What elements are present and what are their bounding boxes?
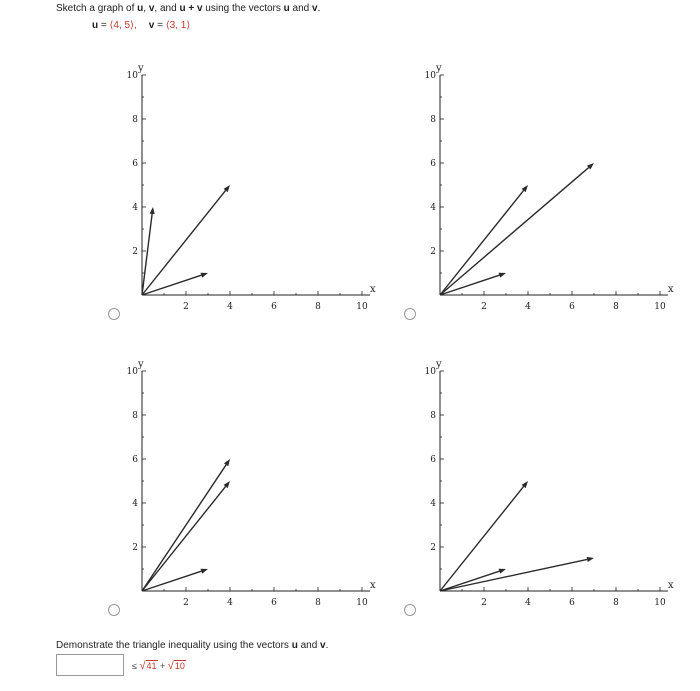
y-axis-label: y (436, 63, 442, 74)
arrowhead (201, 569, 208, 574)
vector-definitions: u = ⟨4, 5⟩, v = ⟨3, 1⟩ (92, 20, 191, 31)
y-tick-label: 2 (132, 247, 138, 257)
y-tick-label: 2 (430, 247, 436, 257)
vector-line (142, 275, 201, 295)
arrowhead (587, 557, 594, 562)
vector-line (440, 168, 589, 295)
y-tick-label: 6 (430, 159, 436, 169)
y-tick-label: 6 (430, 455, 436, 465)
vector-arrow (440, 185, 528, 295)
arrowhead (499, 273, 506, 278)
graph-option-b (410, 58, 680, 323)
radio-option-a[interactable] (108, 308, 120, 320)
y-tick-label: 2 (132, 543, 138, 553)
x-tick-label: 2 (481, 302, 487, 312)
y-tick-label: 8 (430, 411, 436, 421)
y-tick-label: 8 (430, 115, 436, 125)
arrowhead (201, 273, 208, 278)
x-tick-label: 6 (271, 302, 277, 312)
y-axis-label: y (138, 359, 144, 370)
y-tick-label: 6 (132, 159, 138, 169)
x-tick-label: 10 (654, 598, 666, 608)
vector-arrow (142, 481, 230, 591)
vector-line (440, 275, 499, 295)
y-axis-label: y (138, 63, 144, 74)
vector-arrow (440, 569, 506, 591)
answer-input[interactable] (56, 654, 124, 676)
x-tick-label: 2 (183, 302, 189, 312)
radio-option-d[interactable] (404, 604, 416, 616)
arrowhead (224, 459, 230, 466)
radio-option-c[interactable] (108, 604, 120, 616)
y-tick-label: 4 (430, 499, 436, 509)
y-tick-label: 10 (424, 367, 436, 377)
vector-line (440, 571, 499, 591)
x-tick-label: 6 (569, 302, 575, 312)
vector-graph-b (410, 58, 680, 318)
x-tick-label: 10 (654, 302, 666, 312)
x-tick-label: 8 (613, 598, 619, 608)
x-tick-label: 4 (227, 302, 233, 312)
graph-option-a (112, 58, 382, 323)
y-tick-label: 4 (132, 499, 138, 509)
y-tick-label: 10 (126, 71, 138, 81)
sqrt-10: 10 (174, 661, 185, 671)
vector-line (142, 190, 226, 295)
x-axis-label: x (668, 580, 674, 591)
arrowhead (499, 569, 506, 574)
vector-line (142, 214, 152, 295)
vector-arrow (440, 163, 594, 295)
y-tick-label: 2 (430, 543, 436, 553)
vector-line (142, 486, 226, 591)
x-axis-label: x (370, 580, 376, 591)
x-tick-label: 2 (481, 598, 487, 608)
vector-arrow (142, 569, 208, 591)
graph-option-d (410, 354, 680, 619)
y-tick-label: 10 (424, 71, 436, 81)
arrowhead (150, 207, 155, 214)
question-prompt: Sketch a graph of u, v, and u + v using the vectors u and v. (56, 3, 321, 14)
x-axis-label: x (668, 284, 674, 295)
y-tick-label: 4 (132, 203, 138, 213)
graph-option-c (112, 354, 382, 619)
y-tick-label: 6 (132, 455, 138, 465)
x-tick-label: 4 (525, 302, 531, 312)
vector-arrow (142, 185, 230, 295)
demonstrate-prompt: Demonstrate the triangle inequality using the vectors u and v. (56, 640, 329, 651)
x-tick-label: 10 (356, 302, 368, 312)
y-axis-label: y (436, 359, 442, 370)
sqrt-41: 41 (146, 661, 157, 671)
x-tick-label: 8 (315, 598, 321, 608)
vector-graph-c (112, 354, 382, 614)
vector-arrow (142, 459, 230, 591)
x-tick-label: 2 (183, 598, 189, 608)
x-tick-label: 4 (227, 598, 233, 608)
inequality-expression: ≤ √41 + √10 (132, 660, 185, 672)
vector-graph-a (112, 58, 382, 318)
vector-line (440, 190, 524, 295)
x-tick-label: 8 (613, 302, 619, 312)
y-tick-label: 4 (430, 203, 436, 213)
v-value: ⟨3, 1⟩ (165, 20, 191, 31)
vector-line (142, 465, 226, 591)
vector-graph-d (410, 354, 680, 614)
y-tick-label: 8 (132, 115, 138, 125)
x-tick-label: 6 (569, 598, 575, 608)
x-tick-label: 8 (315, 302, 321, 312)
y-tick-label: 8 (132, 411, 138, 421)
vector-line (142, 571, 201, 591)
x-tick-label: 10 (356, 598, 368, 608)
x-tick-label: 6 (271, 598, 277, 608)
vector-arrow (142, 273, 208, 295)
x-axis-label: x (370, 284, 376, 295)
x-tick-label: 4 (525, 598, 531, 608)
u-value: ⟨4, 5⟩, (109, 20, 137, 31)
y-tick-label: 10 (126, 367, 138, 377)
radio-option-b[interactable] (404, 308, 416, 320)
vector-arrow (440, 273, 506, 295)
